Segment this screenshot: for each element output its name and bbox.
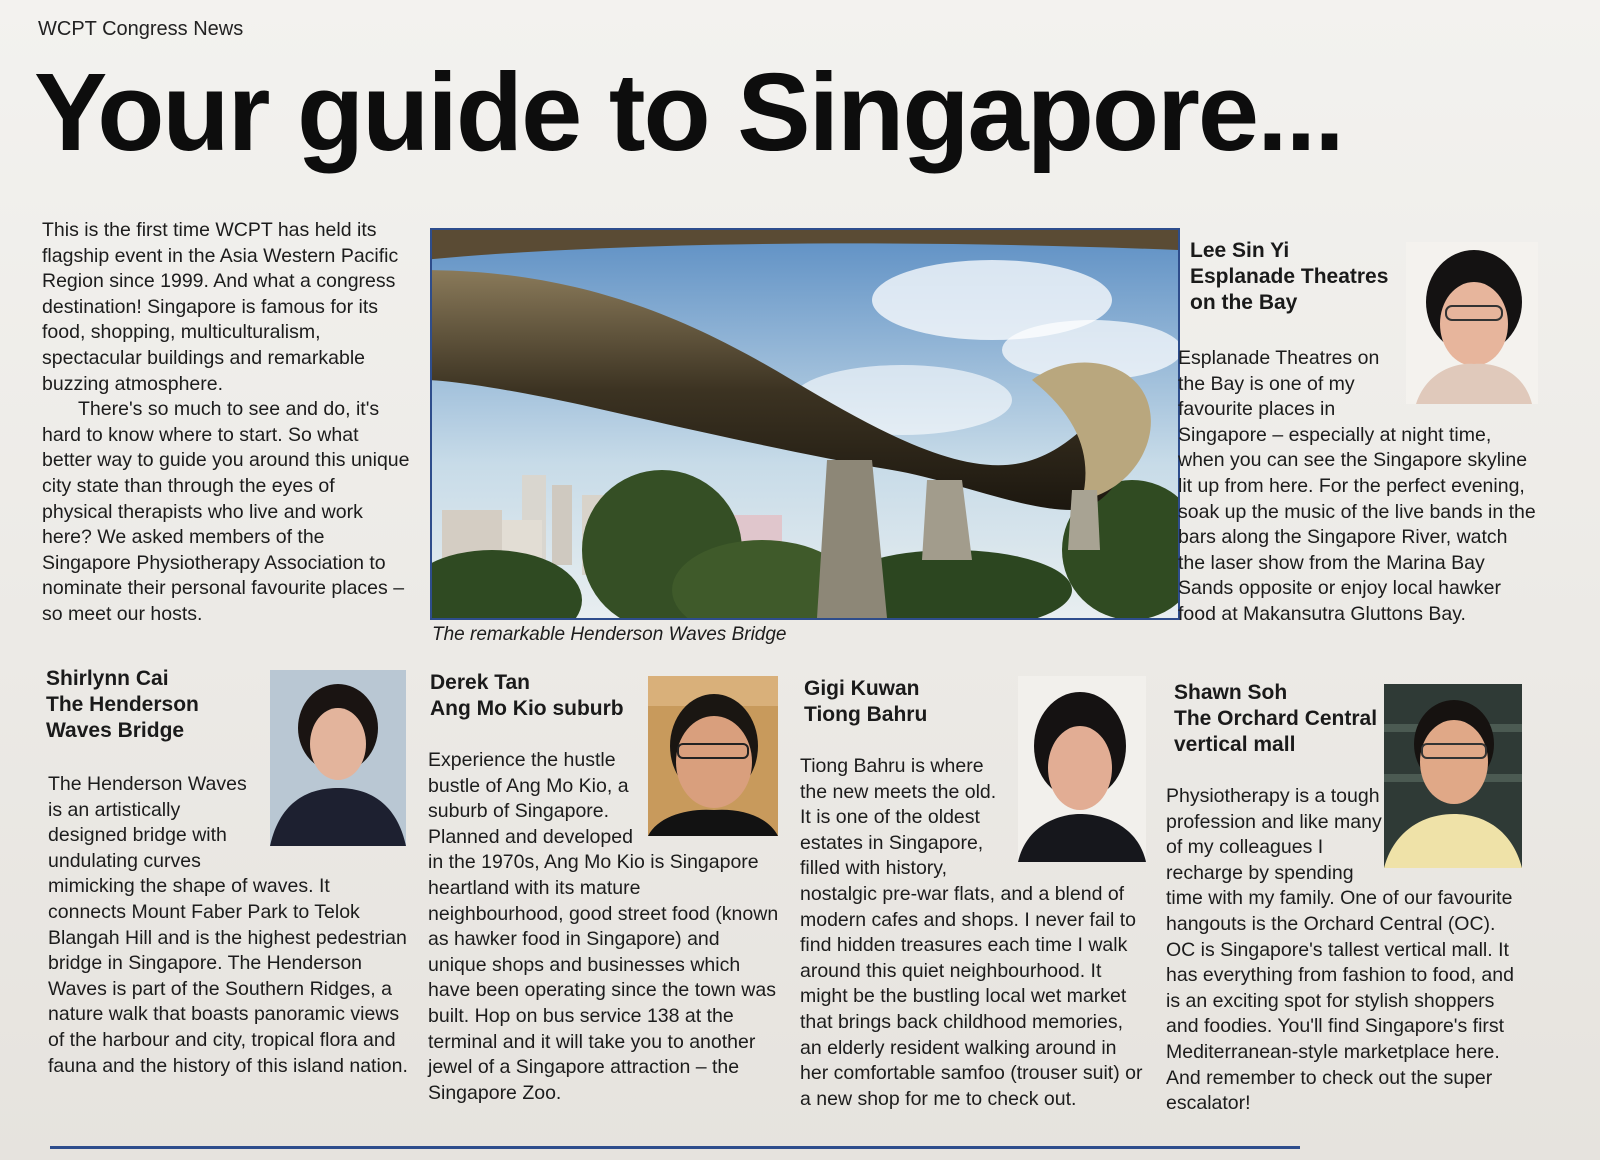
host-name: Shirlynn Cai <box>46 667 169 690</box>
host-description: Physiotherapy is a tough profession and like many of my colleagues I recharge by spending time with my family. One of our favourite hangouts is the Orchard Central (OC). OC is Singapore's tallest vertical mall. It has everything from fashion to food, and is an exciting spot for stylish shoppers and foodies. You'll find Singapore's first Mediterranean-style marketplace here. And remember to check out the super escalator! <box>1166 785 1514 1115</box>
intro-paragraph-2: There's so much to see and do, it's hard to know where to start. So what better way to guide you around this unique city state than through the eyes of physical therapists who live and work here? We asked members of the Singapore Physiotherapy Association to nominate their personal favourite places – so meet our hosts. <box>42 398 410 625</box>
host-text-gigi-kuwan <box>800 754 1146 1112</box>
intro-article <box>42 218 410 628</box>
host-description: Experience the hustle bustle of Ang Mo Kio, a suburb of Singapore. Planned and developed in the 1970s, Ang Mo Kio is Singapore heartland with its mature neighbourhood, good street food (known as hawker food in Singapore) and unique shops and businesses which have been operating since the town was built. Hop on bus service 138 at the terminal and it will take you to another jewel of a Singapore attraction – the Singapore Zoo. <box>428 749 779 1104</box>
host-place: The Orchard Central <box>1174 707 1378 730</box>
host-heading-derek-tan <box>430 670 624 722</box>
photo-wrap-space <box>1388 346 1538 416</box>
host-description: Tiong Bahru is where the new meets the old. It is one of the oldest estates in Singapore, filled with history, nostalgic pre-war flats, and a blend of modern cafes and shops. I never fail to find hidden treasures each time I walk around this quiet neighbourhood. It might be the bustling local wet market that brings back childhood memories, an elderly resident walking around in her comfortable samfoo (trouser suit) or a new shop for me to check out. <box>800 755 1143 1110</box>
host-name: Shawn Soh <box>1174 681 1288 704</box>
host-place: Esplanade Theatres <box>1190 265 1389 288</box>
host-name: Derek Tan <box>430 671 530 694</box>
page-title: Your guide to Singapore... <box>34 51 1343 174</box>
host-text-shawn-soh <box>1166 784 1528 1117</box>
host-heading-shawn-soh <box>1174 680 1377 758</box>
host-place: The Henderson <box>46 693 199 716</box>
photo-wrap-space <box>1012 754 1146 864</box>
host-name: Gigi Kuwan <box>804 677 920 700</box>
host-place: Tiong Bahru <box>804 703 928 726</box>
host-heading-shirlynn-cai <box>46 666 199 744</box>
host-place: Ang Mo Kio suburb <box>430 697 624 720</box>
photo-wrap-space <box>258 772 408 850</box>
host-place: vertical mall <box>1174 733 1296 756</box>
host-name: Lee Sin Yi <box>1190 239 1290 262</box>
host-description: The Henderson Waves is an artistically designed bridge with undulating curves mimicking the shape of waves. It connects Mount Faber Park to Telok Blangah Hill and is the highest pedestrian bridge in Singapore. The Henderson Waves is part of the Southern Ridges, a nature walk that boasts panoramic views of the harbour and city, tropical flora and fauna and the history of this island nation. <box>48 773 408 1077</box>
host-heading-lee-sin-yi <box>1190 238 1388 316</box>
photo-wrap-space <box>644 748 780 832</box>
host-description: Esplanade Theatres on the Bay is one of my favourite places in Singapore – especially at night time, when you can see the Singapore skyline lit up from here. For the perfect evening, soak up the music of the live bands in the bars along the Singapore River, watch the laser show from the Marina Bay Sands opposite or enjoy local hawker food at Makansutra Gluttons Bay. <box>1178 347 1536 625</box>
host-text-lee-sin-yi <box>1178 346 1538 628</box>
hero-photo-henderson-waves-bridge <box>430 228 1180 620</box>
host-text-derek-tan <box>428 748 780 1106</box>
photo-wrap-space <box>1382 784 1528 868</box>
host-place: on the Bay <box>1190 291 1298 314</box>
masthead: WCPT Congress News <box>38 18 244 40</box>
host-heading-gigi-kuwan <box>804 676 927 728</box>
bottom-divider <box>50 1146 1300 1149</box>
host-text-shirlynn-cai <box>48 772 408 1079</box>
intro-paragraph-1: This is the first time WCPT has held its flagship event in the Asia Western Pacific Region since 1999. And what a congress destination! Singapore is famous for its food, shopping, multiculturalism, spectacular buildings and remarkable buzzing atmosphere. <box>42 219 399 395</box>
hero-caption: The remarkable Henderson Waves Bridge <box>432 624 787 645</box>
host-place: Waves Bridge <box>46 719 185 742</box>
